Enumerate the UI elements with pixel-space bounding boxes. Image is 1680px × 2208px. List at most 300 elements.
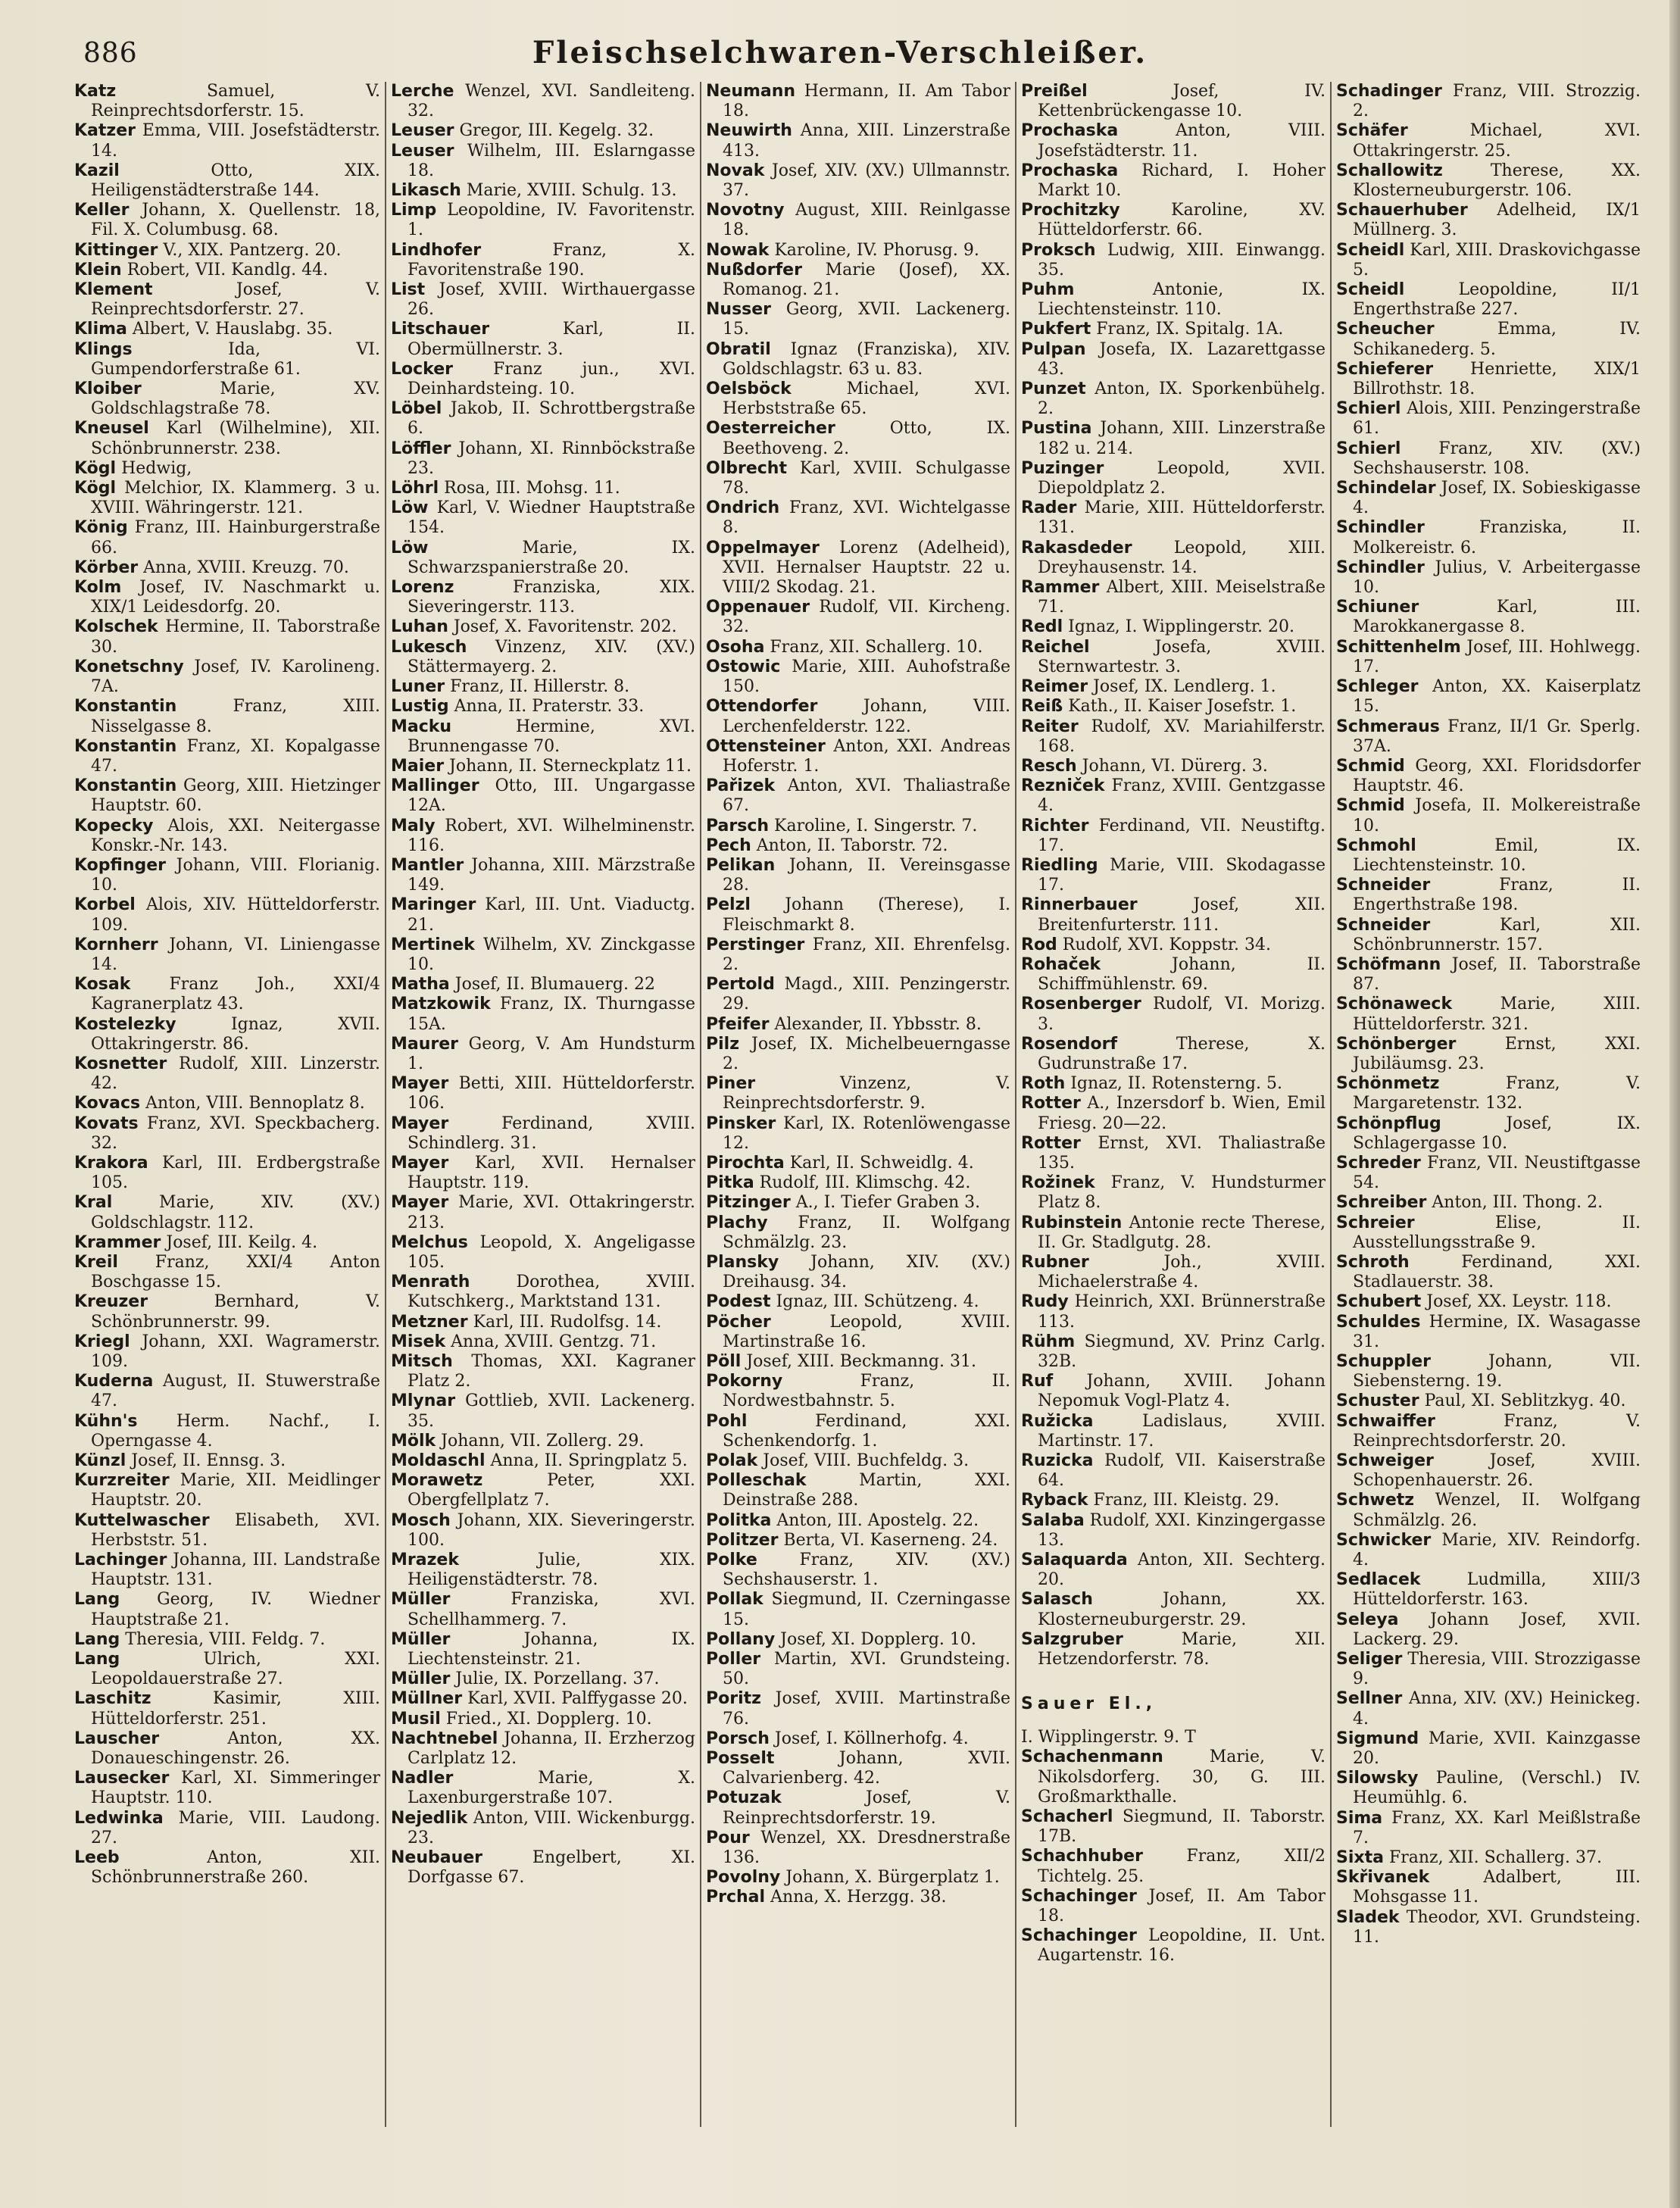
directory-entry [74,201,380,240]
entry-name: Rohaček [1021,954,1101,974]
entry-name: Katzer [74,121,136,141]
directory-columns [70,82,1645,2127]
entry-name: Povolny [706,1868,781,1888]
directory-entry [706,1729,1010,1749]
entry-name: Salaba [1021,1510,1085,1530]
directory-entry [74,1769,380,1808]
entry-address: August, XIII. Reinlgasse 18. [723,201,1010,240]
directory-entry [74,1511,380,1551]
directory-entry [1021,241,1326,280]
directory-entry [706,161,1010,201]
entry-name: Schneider [1336,876,1431,895]
entry-name: Pinsker [706,1113,776,1133]
entry-address: Marie, XIII. Auhofstraße 150. [723,657,1010,697]
entry-name: Ottendorfer [706,697,818,717]
entry-name: Mölk [391,1431,436,1451]
entry-address: Marie, IX. Schwarzspanierstraße 20. [408,538,695,577]
entry-address: Karl, V. Wiedner Hauptstraße 154. [408,498,695,538]
entry-address: Franz, XIII. Nisselgasse 8. [91,697,380,736]
entry-name: Schroth [1336,1252,1410,1272]
entry-address: Franz, V. Hundsturmer Platz 8. [1038,1173,1326,1213]
entry-address: Therese, XX. Klosterneuburgerstr. 106. [1353,161,1641,201]
directory-entry [1021,578,1326,617]
directory-entry [706,1154,1010,1173]
entry-name: Pitzinger [706,1193,791,1213]
entry-address: Samuel, V. Reinprechtsdorferstr. 15. [91,82,380,121]
entry-name: Sladek [1336,1907,1400,1927]
entry-name: Schmid [1336,796,1405,816]
entry-name: Punzet [1021,379,1086,399]
directory-entry [1336,280,1641,320]
directory-entry [1336,439,1641,479]
directory-entry [1336,836,1641,876]
entry-address: Josef, XIV. (XV.) Ullmannstr. 37. [723,161,1010,201]
directory-entry [1021,1134,1326,1173]
entry-address: Karl, XVII. Hernalser Hauptstr. 119. [408,1153,695,1193]
entry-address: Berta, VI. Kaserneng. 24. [778,1530,998,1550]
entry-name: Kuderna [74,1372,154,1391]
entry-name: Prchal [706,1888,766,1907]
directory-entry [391,1233,695,1273]
entry-address: Heinrich, XXI. Brünnerstraße 113. [1038,1292,1326,1332]
entry-address: Karl, II. Obermüllnerstr. 3. [408,320,695,359]
entry-address: Karl, XVIII. Schulgasse 78. [723,458,1010,498]
entry-name: Sauer El., [1021,1694,1157,1714]
entry-name: Pilz [706,1034,740,1054]
entry-address: Marie, V. Nikolsdorferg. 30, G. III. Großmarkthalle. [1038,1747,1326,1807]
entry-address: Bernhard, V. Schönbrunnerstr. 99. [91,1292,380,1332]
entry-address: Josef, I. Köllnerhofg. 4. [769,1729,969,1748]
entry-name: Lachinger [74,1551,167,1570]
directory-entry [391,82,695,121]
directory-entry [74,261,380,280]
entry-name: Müller [391,1629,451,1649]
entry-address: Franz Joh., XXI/4 Kagranerplatz 43. [91,975,380,1014]
entry-address: Josef, III. Keilg. 4. [161,1232,318,1252]
entry-name: Mlynar [391,1391,456,1411]
entry-address: Lorenz (Adelheid), XVII. Hernalser Hauptstr. 22 u. VIII/2 Skodag. 21. [723,538,1010,598]
directory-entry [74,1233,380,1253]
entry-name: Schierl [1336,439,1401,458]
entry-name: Krakora [74,1153,148,1173]
entry-name: Ružicka [1021,1411,1094,1431]
directory-entry [1021,1511,1326,1551]
entry-address: Dorothea, XVIII. Kutschkerg., Marktstand 131. [408,1273,695,1312]
entry-name: Sedlacek [1336,1570,1421,1590]
entry-name: Rotter [1021,1133,1081,1153]
directory-entry [1021,121,1326,161]
entry-name: Lang [74,1629,120,1649]
entry-address: Josef, V. Reinprechtsdorferstr. 27. [91,280,380,320]
directory-entry [1021,697,1326,717]
entry-address: Karl, III. Rudolfsg. 14. [467,1312,662,1332]
entry-address: Anton, VIII. Bennoplatz 8. [140,1094,365,1113]
entry-address: Franz, V. Reinprechtsdorferstr. 20. [1353,1411,1641,1451]
entry-address: Johanna, II. Erzherzog Carlplatz 12. [408,1729,695,1769]
directory-entry [1336,796,1641,835]
directory-entry [706,1590,1010,1629]
entry-address: Georg, XVII. Lackenerg. 15. [723,300,1010,339]
entry-name: Lerche [391,82,454,101]
entry-name: Lang [74,1650,120,1669]
directory-entry [74,1154,380,1193]
entry-address: Marie, XIII. Hütteldorferstr. 131. [1038,498,1326,538]
directory-entry [1336,1650,1641,1689]
entry-address: Johann, XVII. Calvarienberg. 42. [723,1749,1010,1788]
entry-address: Marie, VIII. Laudong. 27. [91,1808,380,1847]
directory-entry [74,895,380,935]
directory-entry [74,419,380,458]
entry-address: Anton, III. Thong. 2. [1426,1193,1603,1213]
entry-name: Schneider [1336,915,1431,935]
entry-address: Rudolf, XIII. Linzerstr. 42. [91,1054,380,1094]
directory-entry [1336,1213,1641,1253]
directory-entry [706,1253,1010,1292]
directory-entry [1021,419,1326,458]
directory-entry [74,1372,380,1411]
directory-entry [1336,1292,1641,1312]
entry-name: Musil [391,1709,441,1729]
entry-name: Kopfinger [74,855,167,875]
entry-name: Schmid [1336,756,1405,776]
entry-address: Gottlieb, XVII. Lackenerg. 35. [408,1391,695,1431]
directory-entry [1021,1887,1326,1926]
entry-name: Scheidl [1336,240,1405,260]
entry-name: Kloiber [74,379,142,399]
directory-entry [1021,161,1326,201]
entry-address: Karl, IX. Rotenlöwengasse 12. [723,1113,1010,1153]
entry-name: Schmohl [1336,835,1416,855]
entry-name: Salzgruber [1021,1629,1123,1649]
page-number: 886 [83,38,138,69]
entry-address: Johann, XVIII. Johann Nepomuk Vogl-Platz 4. [1038,1372,1326,1411]
entry-name: Riedling [1021,855,1098,875]
entry-name: Pulpan [1021,339,1086,359]
entry-name: Novak [706,161,765,180]
entry-name: Schleger [1336,677,1419,697]
entry-address: Marie, XIV. (XV.) Goldschlagstr. 112. [91,1193,380,1232]
directory-entry [391,479,695,498]
entry-name: Morawetz [391,1471,483,1491]
entry-name: Schönmetz [1336,1074,1440,1094]
entry-name: Klein [74,260,122,280]
entry-name: Leuser [391,141,454,161]
entry-name: Mayer [391,1074,449,1094]
entry-name: Müller [391,1590,451,1610]
directory-entry [391,121,695,141]
entry-address: Franz, XIV. (XV.) Sechshauserstr. 1. [723,1551,1010,1590]
directory-entry [74,1292,380,1332]
entry-address: Johanna, III. Landstraße Hauptstr. 131. [91,1551,380,1590]
entry-address: Marie, X. Laxenburgerstraße 107. [408,1769,695,1808]
entry-name: Mayer [391,1113,449,1133]
entry-address: Vinzenz, XIV. (XV.) Stättermayerg. 2. [408,637,695,676]
entry-address: Anton, XII. Schönbrunnerstraße 260. [91,1848,380,1888]
directory-entry [1021,1213,1326,1253]
entry-address: Ladislaus, XVIII. Martinstr. 17. [1038,1411,1326,1451]
directory-entry [391,201,695,240]
entry-name: Rod [1021,935,1057,954]
directory-entry [1021,1728,1326,1747]
directory-entry [706,737,1010,776]
entry-address: Josef, IV. Karolineng. 7A. [91,657,380,697]
entry-name: Mitsch [391,1352,453,1371]
directory-entry [391,895,695,935]
directory-entry [1021,1372,1326,1411]
entry-name: Pfeifer [706,1014,770,1034]
entry-name: Posselt [706,1749,775,1769]
entry-address: Marie, XVI. Ottakringerstr. 213. [408,1193,695,1232]
directory-entry [706,498,1010,538]
directory-entry [1336,638,1641,677]
entry-name: Rezniček [1021,776,1105,796]
entry-address: Johann, XIV. (XV.) Dreihausg. 34. [723,1252,1010,1292]
directory-entry [706,1114,1010,1154]
entry-address: Josef, XVIII. Schopenhauerstr. 26. [1353,1451,1641,1491]
directory-entry [391,539,695,578]
entry-name: Neubauer [391,1848,483,1868]
directory-entry [74,1253,380,1292]
entry-name: Seleya [1336,1610,1399,1629]
directory-entry [391,1391,695,1431]
entry-address: Otto, XIX. Heiligenstädterstraße 144. [91,161,380,201]
directory-entry [1021,1847,1326,1886]
directory-entry [1336,201,1641,240]
entry-address: Wenzel, XVI. Sandleiteng. 32. [408,82,695,121]
entry-address: Josefa, II. Molkereistraße 10. [1353,796,1641,835]
directory-entry [391,1074,695,1113]
entry-name: Maurer [391,1034,459,1054]
entry-name: Nußdorfer [706,260,802,280]
directory-entry [74,82,380,121]
entry-name: Schallowitz [1336,161,1443,180]
directory-entry [1336,1193,1641,1213]
entry-address: Antonie, IX. Liechtensteinstr. 110. [1038,280,1326,320]
entry-address: Josef, IV. Kettenbrückengasse 10. [1038,82,1326,121]
entry-name: Proksch [1021,240,1096,260]
directory-entry [1021,1094,1326,1133]
directory-entry [706,697,1010,736]
entry-name: Nachtnebel [391,1729,498,1748]
entry-address: Karl, XVII. Palffygasse 20. [462,1689,688,1709]
entry-address: Franz, XVI. Wichtelgasse 8. [723,498,1010,538]
entry-name: Schachinger [1021,1886,1137,1906]
entry-address: Emil, IX. Liechtensteinstr. 10. [1353,835,1641,875]
entry-address: Ignaz (Franziska), XIV. Goldschlagstr. 63 u. 83. [723,339,1010,379]
directory-entry [706,975,1010,1014]
entry-address: Johann, VII. Zollerg. 29. [436,1431,645,1451]
entry-name: Seliger [1336,1650,1403,1669]
directory-column [1330,82,1645,2127]
directory-entry [1336,1531,1641,1570]
entry-name: Müllner [391,1689,463,1709]
entry-name: Schönberger [1336,1034,1457,1054]
entry-address: Franz, VIII. Strozzig. 2. [1353,82,1641,121]
entry-name: Rotter [1021,1094,1081,1113]
entry-name: Rožinek [1021,1173,1095,1193]
entry-name: Rader [1021,498,1077,518]
directory-entry [391,1193,695,1232]
entry-name: Sima [1336,1808,1383,1828]
directory-entry [1021,895,1326,935]
entry-name: Nusser [706,300,772,320]
directory-entry [1336,1114,1641,1154]
directory-entry [74,1114,380,1154]
entry-address: Ferdinand, VII. Neustiftg. 17. [1038,816,1326,855]
entry-name: Oppelmayer [706,538,820,557]
directory-entry [1336,1035,1641,1074]
entry-address: Henriette, XIX/1 Billrothstr. 18. [1353,359,1641,399]
entry-address: Franz, II. Hillerstr. 8. [445,677,630,697]
entry-name: Potuzak [706,1788,782,1808]
entry-name: Scheidl [1336,280,1405,300]
entry-name: Oelsböck [706,379,792,399]
entry-name: Redl [1021,617,1063,637]
directory-column [1015,82,1330,2127]
entry-address: Therese, X. Gudrunstraße 17. [1038,1034,1326,1073]
entry-address: Rudolf, VII. Kaiserstraße 64. [1038,1451,1326,1491]
entry-address: Franz, IX. Thurngasse 15A. [408,995,695,1034]
directory-entry [1021,1451,1326,1491]
entry-name: Rubinstein [1021,1213,1123,1232]
entry-address: Hermine, II. Taborstraße 30. [91,617,380,657]
entry-name: Podest [706,1292,771,1312]
directory-entry [706,1868,1010,1888]
directory-entry [74,280,380,320]
directory-entry [1336,1154,1641,1193]
entry-address: Leopoldine, IV. Favoritenstr. 1. [408,201,695,240]
entry-address: Alexander, II. Ybbsstr. 8. [769,1014,982,1034]
entry-address: Marie, XVII. Kainzgasse 20. [1353,1729,1641,1769]
entry-address: Karl, XII. Schönbrunnerstr. 157. [1353,915,1641,954]
entry-address: Ernst, XVI. Thaliastraße 135. [1038,1133,1326,1173]
entry-name: Schuster [1336,1391,1419,1411]
entry-address: Peter, XXI. Obergfellplatz 7. [408,1471,695,1510]
entry-name: Ondrich [706,498,780,518]
entry-name: Mayer [391,1193,449,1213]
entry-address: Anton, IX. Sporkenbühelg. 2. [1038,379,1326,419]
entry-address: Georg, IV. Wiedner Hauptstraße 21. [91,1590,380,1629]
directory-entry [74,241,380,261]
directory-entry [1336,677,1641,717]
entry-name: Leuser [391,121,454,141]
entry-address: Rudolf, XXI. Kinzingergasse 13. [1038,1510,1326,1550]
directory-entry [1021,1173,1326,1213]
directory-entry [74,1551,380,1590]
directory-column [70,82,385,2127]
entry-name: Schreiber [1336,1193,1427,1213]
directory-entry [391,498,695,538]
entry-name: Mrazek [391,1551,459,1570]
entry-name: Pustina [1021,419,1092,439]
directory-entry [74,1848,380,1888]
directory-entry [1336,955,1641,995]
directory-entry [74,1729,380,1769]
entry-address: Josef, II. Taborstraße 87. [1353,954,1641,995]
directory-entry [1021,995,1326,1034]
directory-entry [391,142,695,181]
entry-address: Johann Josef, XVII. Lackerg. 29. [1353,1610,1641,1649]
entry-address: Anna, XVIII. Kreuzg. 70. [138,557,349,577]
directory-entry [1021,638,1326,677]
directory-entry [1021,1412,1326,1451]
entry-address: Wilhelm, XV. Zinckgasse 10. [408,935,695,974]
entry-address: Hermine, IX. Wasagasse 31. [1353,1312,1641,1351]
entry-address: Rudolf, XVI. Koppstr. 34. [1057,935,1271,954]
entry-name: Nadler [391,1769,454,1788]
entry-address: Albert, V. Hauslabg. 35. [126,320,333,339]
entry-address: Theresia, VIII. Strozzigasse 9. [1353,1650,1641,1689]
entry-name: Poritz [706,1689,761,1709]
entry-name: Litschauer [391,320,490,339]
entry-address: Johann, II. Schiffmühlenstr. 69. [1038,954,1326,995]
directory-entry [1336,1412,1641,1451]
directory-entry [74,776,380,816]
directory-entry [391,1511,695,1551]
directory-entry [1336,598,1641,637]
entry-name: Parsch [706,816,770,835]
entry-name: Schachinger [1021,1926,1137,1946]
entry-name: Rubner [1021,1252,1089,1272]
entry-name: Salasch [1021,1590,1093,1610]
directory-entry [1336,558,1641,598]
entry-address: Josef, XX. Leystr. 118. [1421,1292,1612,1312]
directory-entry [1336,479,1641,518]
entry-address: Johanna, IX. Liechtensteinstr. 21. [408,1629,695,1669]
entry-name: Limp [391,201,437,220]
entry-address: Alois, XIII. Penzingerstraße 61. [1353,399,1641,439]
entry-name: Neuwirth [706,121,792,141]
entry-name: Kuttelwascher [74,1510,210,1530]
entry-address: Ferdinand, XVIII. Schindlerg. 31. [408,1113,695,1153]
directory-entry [74,817,380,856]
entry-address: Siegmund, II. Czerningasse 15. [723,1590,1010,1629]
entry-name: Plansky [706,1252,779,1272]
directory-entry [391,617,695,637]
entry-name: Prochaska [1021,121,1119,141]
directory-entry [391,935,695,975]
entry-address: Marie, XV. Goldschlagstraße 78. [91,379,380,419]
entry-name: Schachhuber [1021,1847,1143,1866]
entry-address: Anton, VIII. Wickenburgg. 23. [408,1808,695,1847]
entry-name: Nejedlik [391,1808,468,1828]
entry-address: Karl, II. Schweidlg. 4. [784,1153,974,1173]
directory-entry [1021,955,1326,995]
entry-name: Rakasdeder [1021,538,1132,557]
entry-name: König [74,518,128,538]
directory-entry [391,1590,695,1629]
entry-address: Josef, XI. Dopplerg. 10. [775,1629,976,1649]
entry-address: Jakob, II. Schrottbergstraße 6. [408,399,695,439]
entry-name: Sellner [1336,1689,1403,1709]
entry-name: Polak [706,1451,758,1471]
directory-entry [706,856,1010,895]
directory-entry [391,578,695,617]
entry-address: Ferdinand, XXI. Schenkendorfg. 1. [723,1411,1010,1451]
entry-address: Martin, XXI. Deinstraße 288. [723,1471,1010,1510]
directory-entry [1336,876,1641,915]
entry-address: Otto, IX. Beethoveng. 2. [723,419,1010,458]
entry-name: Schönaweck [1336,995,1453,1014]
entry-name: Pelikan [706,855,776,875]
directory-entry [706,201,1010,240]
directory-entry [74,578,380,617]
entry-name: Mallinger [391,776,479,796]
entry-address: Julius, V. Arbeitergasse 10. [1353,557,1641,598]
entry-name: Kral [74,1193,113,1213]
entry-address: Anna, XIII. Linzerstraße 413. [723,121,1010,161]
directory-entry [706,895,1010,935]
